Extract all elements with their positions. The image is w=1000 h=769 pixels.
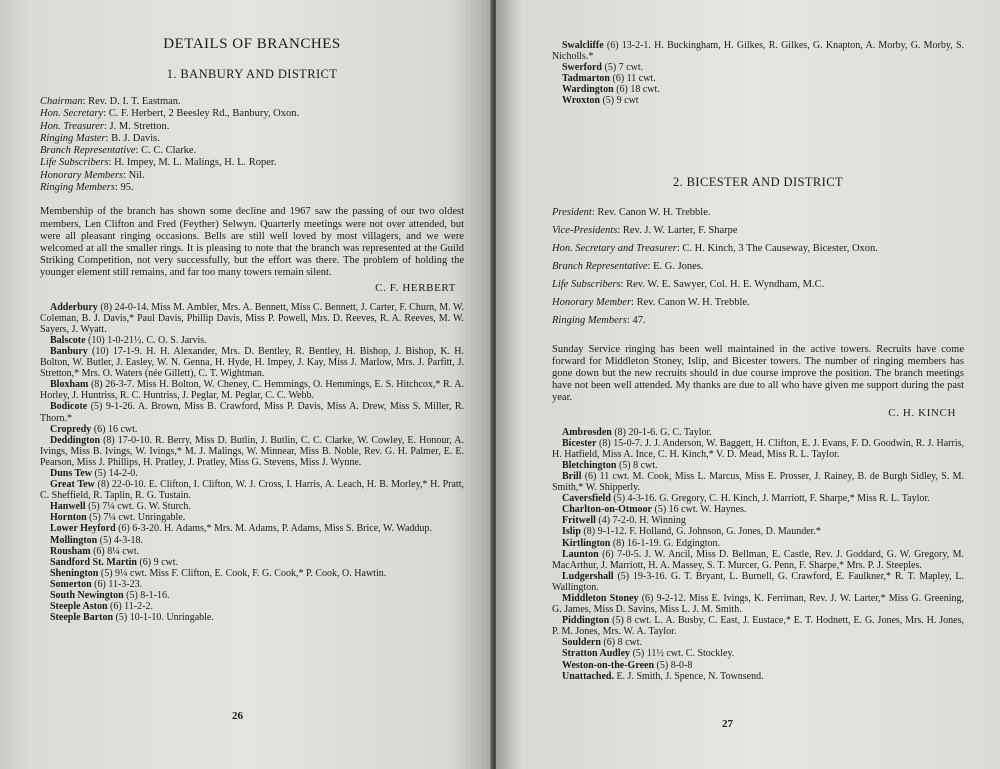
tower-entry	[40, 557, 464, 568]
tower-entry	[40, 468, 464, 479]
tower-name: Middleton Stoney	[562, 592, 639, 604]
officer-value: 47.	[632, 314, 646, 326]
tower-details: (8) 17-0-10. R. Berry, Miss D. Butlin, J. Butlin, C. C. Clarke, W. Cowley, E. Honour, A. Ivings, Miss B. Ivings, W. Ivings,* M. J. Malings, W. Minnear, Miss B. Noble, Rev. G. H. Palmer, E. E. Pearson, Miss J. Phillips, H. Pratley, J. Pratley, Miss G. Stevens, Miss J. Wynne.	[40, 434, 464, 468]
officer-value: H. Impey, M. L. Malings, H. L. Roper.	[114, 157, 277, 169]
tower-name: Steeple Aston	[50, 601, 108, 613]
tower-name: Balscote	[50, 334, 86, 346]
officer-row: Hon. Secretary: C. F. Herbert, 2 Beesley Rd., Banbury, Oxon.	[40, 108, 300, 120]
tower-details: (5) 8 cwt. L. A. Busby, C. East, J. Eustace,* E. T. Hodnett, E. G. Jones, Mrs. H. Jones, P. M. Jones, Mrs. W. A. Taylor.	[552, 615, 965, 638]
tower-entry	[552, 62, 964, 73]
tower-name: Kirtlington	[562, 537, 611, 549]
tower-entry	[40, 424, 464, 435]
officer-row: Hon. Secretary and Treasurer: C. H. Kinch, 3 The Causeway, Bicester, Oxon.	[552, 242, 878, 254]
tower-details: (6) 13-2-1. H. Buckingham, H. Gilkes, R. Gilkes, G. Knapton, A. Morby, G. Morby, S. Nicholls.*	[552, 40, 965, 63]
officer-label: Ringing Master	[40, 132, 106, 144]
tower-name: Duns Tew	[50, 468, 92, 479]
tower-details: (8) 20-1-6. G. C. Taylor.	[614, 426, 712, 438]
officer-value: Rev. J. W. Larter, F. Sharpe	[622, 224, 738, 236]
officers-list-banbury	[40, 96, 464, 194]
tower-details: (8) 22-0-10. E. Clifton, I. Clifton, W. J. Cross, I. Harris, A. Leach, H. B. Morley,* H. Pratt, C. Sheffield, R. Taplin, R. G. Tustain.	[40, 479, 464, 502]
officer-value: E. G. Jones.	[653, 260, 704, 272]
tower-details: (6) 18 cwt.	[616, 84, 660, 96]
officer-value: C. H. Kinch, 3 The Causeway, Bicester, Oxon.	[682, 242, 878, 254]
branch-report-banbury: Membership of the branch has shown some decline and 1967 saw the passing of our two oldest members, Len Clifton and Fred (Feyther) Selwyn. Quarterly meetings were not over attended, but were all pleasant ringing occasions. Bells are still well loved by most villagers, and we were welcomed at all the smaller rings. It is pleasing to note that the branch was represented at the Guild Striking Competition, not very successfully, but the effort was there. The problem of holding the younger element still remains, and far too many towers remain silent.	[40, 206, 464, 279]
tower-details: (8) 26-3-7. Miss H. Bolton, W. Cheney, C. Hemmings, O. Hemmings, E. S. Hitchcox,* R. A. Horley, J. Huntriss, R. C. Huntriss, J. Peglar, M. Peglar, C. C. Webb.	[40, 379, 465, 402]
tower-name: Banbury	[50, 345, 88, 357]
tower-entry	[552, 648, 964, 659]
tower-details: (6) 6-3-20. H. Adams,* Mrs. M. Adams, P. Adams, Miss S. Brice, W. Waddup.	[118, 523, 432, 535]
officer-row: Ringing Master: B. J. Davis.	[40, 132, 160, 144]
tower-name: Brill	[562, 470, 582, 482]
tower-details: (6) 9 cwt.	[139, 556, 179, 568]
tower-details: (10) 1-0-21½. C. O. S. Jarvis.	[88, 334, 207, 346]
tower-entry	[552, 471, 964, 493]
tower-name: Weston-on-the-Green	[562, 659, 655, 671]
tower-name: Charlton-on-Otmoor	[562, 504, 652, 516]
tower-name: Deddington	[50, 434, 101, 446]
tower-details: (6) 11 cwt. M. Cook, Miss L. Marcus, Miss E. Prosser, J. Rainey, B. de Burgh Sidley, S. M. Smith,* W. Shipperly.	[552, 470, 964, 494]
officer-row: President: Rev. Canon W. H. Trebble.	[552, 206, 711, 218]
tower-entry	[552, 515, 964, 526]
tower-details: (6) 9-2-12. Miss E. Ivings, K. Ferriman, Rev. J. W. Larter,* Miss G. Greening, G. James, Miss D. Savins, Miss L. J. M. Smith.	[552, 592, 964, 616]
officer-row: Vice-Presidents: Rev. J. W. Larter, F. Sharpe	[552, 224, 738, 236]
tower-name: Cropredy	[50, 423, 92, 435]
tower-entry	[40, 501, 464, 512]
tower-name: Great Tew	[50, 479, 95, 491]
tower-details: (5) 8 cwt.	[618, 459, 658, 471]
officer-value: J. M. Stretton.	[109, 120, 170, 132]
officer-label: Hon. Treasurer	[40, 120, 104, 132]
tower-details: (6) 11-3-23.	[94, 578, 143, 590]
officer-label: Vice-Presidents	[552, 224, 618, 236]
tower-entry	[40, 401, 464, 423]
tower-entry	[552, 438, 964, 460]
tower-entry	[552, 593, 964, 615]
tower-details: (5) 16 cwt. W. Haynes.	[654, 504, 747, 516]
officer-row: Chairman: Rev. D. I. T. Eastman.	[40, 96, 181, 107]
tower-details: (6) 11 cwt.	[612, 73, 656, 85]
tower-name: Ludgershall	[562, 570, 614, 582]
tower-name: Steeple Barton	[50, 612, 114, 624]
tower-details: (5) 7¼ cwt. G. W. Sturch.	[88, 501, 191, 513]
officer-label: President	[552, 206, 592, 218]
tower-name: Bicester	[562, 437, 597, 449]
tower-details: (5) 8-1-16.	[126, 590, 170, 602]
tower-entry	[40, 435, 464, 468]
report-signature-banbury: C. F. HERBERT	[375, 281, 456, 294]
tower-name: Bletchington	[562, 459, 617, 471]
officer-row: Ringing Members: 95.	[40, 182, 134, 194]
officer-value: Rev. W. E. Sawyer, Col. H. E. Wyndham, M.C.	[626, 278, 825, 290]
tower-entry	[40, 335, 464, 346]
officer-label: Chairman	[40, 96, 83, 107]
tower-entry	[552, 671, 964, 682]
right-page	[496, 0, 1000, 769]
tower-name: Islip	[562, 526, 581, 538]
tower-list-continued	[552, 40, 964, 107]
tower-details: (5) 19-3-16. G. T. Bryant, L. Burnell, G. Crawford, E. Faulkner,* R. T. Mapley, L. Wallington.	[552, 570, 964, 593]
report-signature-bicester: C. H. KINCH	[888, 406, 956, 419]
section-title-banbury: 1. BANBURY AND DISTRICT	[166, 67, 338, 81]
tower-details: (5) 9-1-26. A. Brown, Miss B. Crawford, Miss P. Davis, Miss A. Drew, Miss S. Miller, R. Thorn.*	[40, 401, 464, 424]
officer-row: Honorary Members: Nil.	[40, 169, 145, 181]
officer-row: Honorary Member: Rev. Canon W. H. Trebble.	[552, 296, 750, 308]
tower-name: Ambrosden	[562, 426, 612, 438]
left-page	[0, 0, 492, 769]
page-number-right: 27	[722, 718, 733, 730]
tower-entry	[552, 427, 964, 438]
tower-entry	[552, 660, 964, 671]
tower-name: Tadmarton	[562, 73, 610, 85]
tower-name: Launton	[562, 548, 599, 560]
tower-entry	[552, 493, 964, 504]
tower-name: South Newington	[50, 590, 124, 602]
officer-label: Hon. Secretary	[40, 108, 104, 120]
tower-name: Wardington	[562, 84, 614, 96]
tower-name: Bodicote	[50, 401, 88, 413]
officer-row: Hon. Treasurer: J. M. Stretton.	[40, 120, 170, 132]
tower-entry	[40, 346, 464, 379]
section-title-bicester: 2. BICESTER AND DISTRICT	[672, 174, 844, 189]
tower-details: (5) 10-1-10. Unringable.	[115, 612, 214, 624]
officer-row: Branch Representative: E. G. Jones.	[552, 260, 704, 272]
blank-space	[552, 107, 964, 175]
tower-details: (6) 8 cwt.	[603, 637, 643, 649]
officer-value: Rev. D. I. T. Eastman.	[88, 96, 181, 107]
tower-entry	[552, 526, 964, 537]
tower-details: (5) 4-3-16. G. Gregory, C. H. Kinch, J. Marriott, F. Sharpe,* Miss R. L. Taylor.	[613, 493, 930, 505]
officer-row: Branch Representative: C. C. Clarke.	[40, 145, 197, 157]
tower-entry	[40, 579, 464, 590]
officer-value: Nil.	[128, 169, 145, 181]
tower-details: (5) 7¼ cwt. Unringable.	[89, 512, 186, 524]
tower-name: Swalcliffe	[562, 40, 604, 51]
officer-value: C. C. Clarke.	[141, 145, 197, 157]
tower-details: (5) 11½ cwt. C. Stockley.	[632, 648, 735, 660]
officer-value: C. F. Herbert, 2 Beesley Rd., Banbury, Oxon.	[108, 108, 300, 120]
tower-name: Lower Heyford	[50, 523, 116, 535]
tower-details: (8) 9-1-12. F. Holland, G. Johnson, G. Jones, D. Maunder.*	[583, 526, 821, 538]
tower-name: Hanwell	[50, 501, 86, 513]
tower-entry	[40, 512, 464, 523]
officer-label: Ringing Members	[40, 182, 115, 194]
page-title: DETAILS OF BRANCHES	[163, 36, 341, 52]
tower-name: Rousham	[50, 545, 91, 557]
officer-label: Life Subscribers	[40, 157, 109, 169]
officer-value: Rev. Canon W. H. Trebble.	[597, 206, 711, 218]
tower-entry	[552, 40, 964, 62]
tower-details: (5) 7 cwt.	[604, 62, 644, 74]
officer-row: Life Subscribers: H. Impey, M. L. Malings, H. L. Roper.	[40, 157, 277, 169]
tower-details: (5) 9¼ cwt. Miss F. Clifton, E. Cook, F. G. Cook,* P. Cook, O. Hawtin.	[100, 567, 387, 579]
tower-entry	[552, 571, 964, 593]
officer-row: Ringing Members: 47.	[552, 314, 646, 326]
officer-label: Honorary Member	[552, 296, 632, 308]
tower-details: E. J. Smith, J. Spence, N. Townsend.	[616, 670, 764, 682]
tower-entry	[40, 601, 464, 612]
tower-details: (4) 7-2-0. H. Winning	[598, 515, 686, 527]
officer-label: Life Subscribers	[552, 278, 621, 290]
tower-details: (6) 7-0-5. J. W. Ancil, Miss D. Bellman, E. Castle, Rev. J. Goddard, G. W. Gregory, M. MacArthur, J. Marriott, H. A. Massey, S. T. Murcer, G. Penn, F. Sharpe,* Mrs. P. J. Steeples.	[552, 548, 965, 571]
officer-label: Branch Representative	[40, 145, 136, 157]
tower-details: (8) 24-0-14. Miss M. Ambler, Mrs. A. Bennett, Miss C. Bennett, J. Carter, F. Churn, M. W. Coleman, B. J. Davis,* Paul Davis, Phillip Davis, Miss P. Powell, Mrs. D. Reeves, R. A. Reeves, M. W. Sayers, J. Wyatt.	[40, 301, 465, 335]
tower-details: (6) 16 cwt.	[93, 423, 138, 435]
tower-name: Wroxton	[562, 95, 600, 107]
tower-name: Mollington	[50, 534, 98, 546]
tower-name: Piddington	[562, 615, 610, 627]
tower-details: (10) 17-1-9. H. H. Alexander, Mrs. D. Bentley, R. Bentley, H. Bishop, J. Bishop, K. H. Bolton, W. Butler, J. Easley, W. N. Genna, H. Hyde, H. Impey, J. Kay, Miss J. Marlow, Mrs. J. Parfitt, J. Stretton,* Mrs. O. Waters (née Gillett), C. T. Wightman.	[40, 345, 465, 380]
tower-name: Fritwell	[562, 515, 596, 527]
tower-entry	[552, 460, 964, 471]
officer-value: Rev. Canon W. H. Trebble.	[636, 296, 750, 308]
tower-name: Somerton	[50, 578, 92, 590]
tower-name: Stratton Audley	[562, 648, 631, 660]
page-number-left: 26	[232, 710, 243, 722]
officers-list-bicester	[552, 204, 964, 330]
tower-entry	[40, 535, 464, 546]
tower-details: (5) 14-2-0.	[94, 468, 138, 479]
tower-details: (6) 8¼ cwt.	[93, 545, 140, 557]
tower-entry	[40, 612, 464, 623]
tower-entry	[552, 84, 964, 95]
officer-row: Life Subscribers: Rev. W. E. Sawyer, Col. H. E. Wyndham, M.C.	[552, 278, 825, 290]
officer-label: Hon. Secretary and Treasurer	[552, 242, 677, 254]
tower-entry	[552, 615, 964, 637]
tower-entry	[552, 73, 964, 84]
tower-entry	[552, 637, 964, 648]
tower-entry	[40, 379, 464, 401]
tower-details: (5) 9 cwt	[602, 95, 639, 107]
tower-name: Caversfield	[562, 493, 611, 505]
tower-entry	[40, 479, 464, 501]
tower-entry	[552, 504, 964, 515]
tower-details: (8) 15-0-7. J. J. Anderson, W. Baggett, H. Clifton, E. J. Evans, F. D. Goodwin, R. J. Harris, H. Hatfield, Miss A. Ince, C. H. Kinch,* V. D. Mead, Miss R. L. Taylor.	[552, 437, 965, 460]
tower-details: (5) 8-0-8	[656, 659, 693, 671]
tower-name: Bloxham	[50, 379, 89, 391]
tower-entry	[40, 590, 464, 601]
tower-name: Adderbury	[50, 301, 98, 313]
officer-label: Ringing Members	[552, 314, 627, 326]
tower-entry	[40, 302, 464, 335]
tower-entry	[552, 538, 964, 549]
tower-details: (6) 11-2-2.	[110, 601, 153, 613]
tower-entry	[552, 549, 964, 571]
tower-name: Sandford St. Martin	[50, 556, 137, 568]
tower-entry	[40, 523, 464, 534]
officer-value: 95.	[120, 182, 134, 194]
branch-report-bicester: Sunday Service ringing has been well maintained in the active towers. Recruits have come forward for Middleton Stoney, Islip, and Bicester towers. The number of ringing members has gone down but the new recruits should in due course improve the position. The branch meetings have not been well attended. My thanks are due to all who have given me support during the past year.	[552, 343, 964, 404]
tower-entry	[552, 95, 964, 106]
tower-name: Hornton	[50, 512, 87, 524]
tower-entry	[40, 568, 464, 579]
tower-list-bicester	[552, 427, 964, 682]
tower-name: Unattached.	[562, 670, 614, 682]
tower-list-banbury	[40, 302, 464, 624]
tower-name: Swerford	[562, 62, 602, 74]
officer-label: Honorary Members	[40, 169, 124, 181]
tower-name: Shenington	[50, 567, 99, 579]
tower-details: (5) 4-3-18.	[99, 534, 144, 546]
tower-details: (8) 16-1-19. G. Edgington.	[612, 537, 721, 549]
tower-entry	[40, 546, 464, 557]
officer-label: Branch Representative	[552, 260, 648, 272]
tower-name: Souldern	[562, 637, 601, 649]
officer-value: B. J. Davis.	[111, 132, 160, 144]
